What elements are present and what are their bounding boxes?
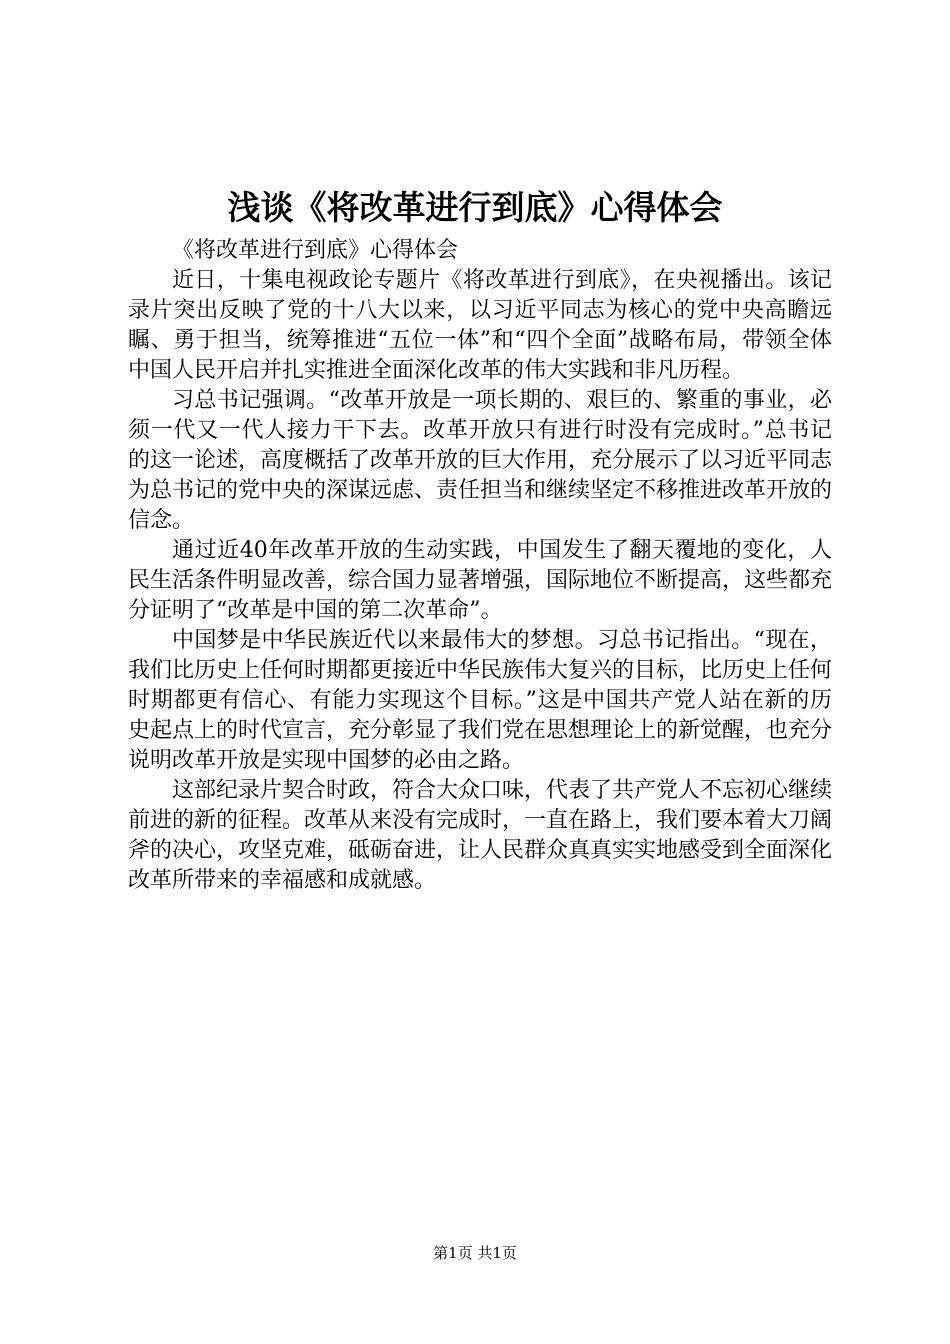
body-paragraph: 习总书记强调。“改革开放是一项长期的、艰巨的、繁重的事业，必须一代又一代人接力干下去。改革开放只有进行时没有完成时。”总书记的这一论述，高度概括了改革开放的巨大作用，充分展示了以习近平同志为总书记的党中央的深谋远虑、责任担当和继续坚定不移推进改革开放的信念。 (128, 388, 833, 533)
subtitle-paragraph: 《将改革进行到底》心得体会 (172, 238, 459, 263)
body-paragraph: 这部纪录片契合时政，符合大众口味，代表了共产党人不忘初心继续前进的新的征程。改革从来没有完成时，一直在路上，我们要本着大刀阔斧的决心，攻坚克难，砥砺奋进，让人民群众真真实实地感受到全面深化改革所带来的幸福感和成就感。 (128, 778, 833, 893)
document-body (128, 236, 832, 896)
body-paragraph: 近日，十集电视政论专题片《将改革进行到底》，在央视播出。该记录片突出反映了党的十八大以来，以习近平同志为核心的党中央高瞻远瞩、勇于担当，统筹推进“五位一体”和“四个全面”战略布局，带领全体中国人民开启并扎实推进全面深化改革的伟大实践和非凡历程。 (128, 268, 832, 383)
body-paragraph: 通过近40年改革开放的生动实践，中国发生了翻天覆地的变化，人民生活条件明显改善，综合国力显著增强，国际地位不断提高，这些都充分证明了“改革是中国的第二次革命”。 (128, 538, 833, 623)
body-paragraph: 中国梦是中华民族近代以来最伟大的梦想。习总书记指出。“现在，我们比历史上任何时期都更接近中华民族伟大复兴的目标，比历史上任何时期都更有信心、有能力实现这个目标。”这是中国共产党人站在新的历史起点上的时代宣言，充分彰显了我们党在思想理论上的新觉醒，也充分说明改革开放是实现中国梦的必由之路。 (128, 628, 833, 773)
document-title: 浅谈《将改革进行到底》心得体会 (227, 188, 723, 227)
page-footer: 第1页 共1页 (433, 1244, 517, 1262)
